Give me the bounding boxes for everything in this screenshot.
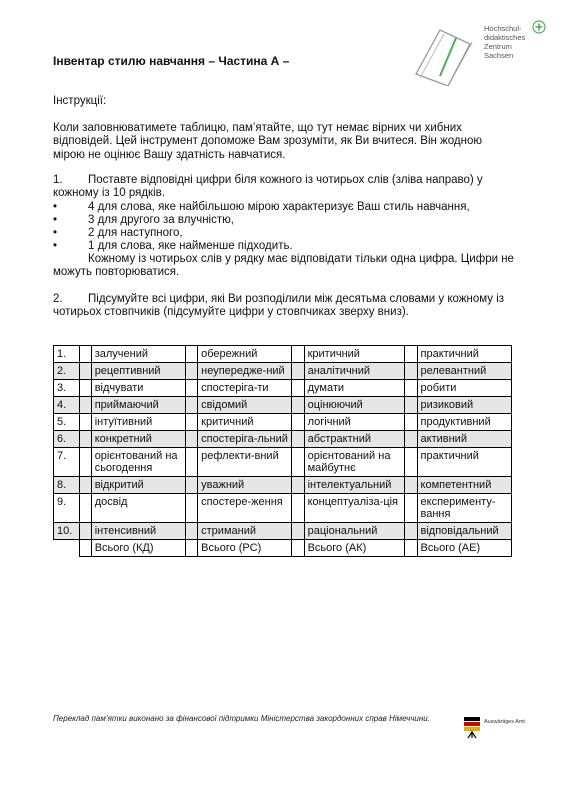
row-number: 4.	[54, 397, 80, 414]
score-cell[interactable]	[405, 363, 417, 380]
total-score-cell[interactable]	[79, 540, 91, 557]
bullet-item: • 2 для наступного,	[53, 227, 183, 239]
table-row	[54, 523, 512, 540]
score-cell[interactable]	[185, 414, 197, 431]
word-cell: відчувати	[91, 380, 185, 397]
score-cell[interactable]	[292, 494, 304, 523]
word-cell: практичний	[417, 448, 511, 477]
word-cell: оцінюючий	[304, 397, 405, 414]
score-cell[interactable]	[79, 414, 91, 431]
score-cell[interactable]	[79, 494, 91, 523]
score-cell[interactable]	[292, 477, 304, 494]
word-cell: аналітичний	[304, 363, 405, 380]
word-cell: компетентний	[417, 477, 511, 494]
footer-note: Переклад пам’ятки виконано за фінансової підтримки Міністерства закордонних справ Німеччини.	[53, 714, 430, 723]
table-row	[54, 477, 512, 494]
word-cell: раціональний	[304, 523, 405, 540]
step-2-text: Підсумуйте всі цифри, які Ви розподілили між десятьма словами у кожному із чотирьох стовпчиків (підсумуйте цифри у стовпчиках зверху вниз).	[53, 293, 505, 319]
word-cell: робити	[417, 380, 511, 397]
score-cell[interactable]	[79, 477, 91, 494]
word-cell: спостеріга-ти	[198, 380, 292, 397]
score-cell[interactable]	[185, 431, 197, 448]
word-cell: критичний	[198, 414, 292, 431]
row-number: 3.	[54, 380, 80, 397]
learning-style-table	[53, 345, 512, 557]
word-cell: практичний	[417, 346, 511, 363]
row-number: 5.	[54, 414, 80, 431]
score-cell[interactable]	[185, 448, 197, 477]
total-label: Всього (РС)	[198, 540, 292, 557]
score-cell[interactable]	[185, 494, 197, 523]
document-title: Інвентар стилю навчання – Частина А –	[53, 54, 290, 68]
word-cell: продуктивний	[417, 414, 511, 431]
score-cell[interactable]	[292, 397, 304, 414]
word-cell: конкретний	[91, 431, 185, 448]
total-score-cell[interactable]	[185, 540, 197, 557]
score-cell[interactable]	[185, 346, 197, 363]
word-cell: орієнтований на сьогодення	[91, 448, 185, 477]
word-cell: уважний	[198, 477, 292, 494]
ministry-logo-text: Auswärtiges Amt	[484, 719, 525, 725]
word-cell: думати	[304, 380, 405, 397]
step-1-number: 1.	[53, 174, 63, 186]
score-cell[interactable]	[292, 380, 304, 397]
row-number: 9.	[54, 494, 80, 523]
word-cell: відповідальний	[417, 523, 511, 540]
table-row	[54, 414, 512, 431]
notebook-icon	[412, 18, 482, 86]
score-cell[interactable]	[405, 380, 417, 397]
totals-row	[54, 540, 512, 557]
word-cell: логічний	[304, 414, 405, 431]
table-row	[54, 431, 512, 448]
total-score-cell[interactable]	[292, 540, 304, 557]
word-cell: релевантний	[417, 363, 511, 380]
score-cell[interactable]	[292, 414, 304, 431]
bullet-item: • 4 для слова, яке найбільшою мірою характеризує Ваш стиль навчання,	[53, 201, 470, 213]
row-number: 6.	[54, 431, 80, 448]
step-1-text: Поставте відповідні цифри біля кожного із чотирьох слів (зліва направо) у кожному із 10 рядків.	[53, 174, 483, 200]
word-cell: неупередже-ний	[198, 363, 292, 380]
row-number: 1.	[54, 346, 80, 363]
score-cell[interactable]	[79, 448, 91, 477]
word-cell: абстрактний	[304, 431, 405, 448]
score-cell[interactable]	[79, 523, 91, 540]
score-cell[interactable]	[405, 523, 417, 540]
word-cell: стриманий	[198, 523, 292, 540]
row-number: 8.	[54, 477, 80, 494]
word-cell: спостере-ження	[198, 494, 292, 523]
row-number: 7.	[54, 448, 80, 477]
word-cell: критичний	[304, 346, 405, 363]
word-cell: відкритий	[91, 477, 185, 494]
score-cell[interactable]	[292, 346, 304, 363]
word-cell: приймаючий	[91, 397, 185, 414]
bullet-item: • 3 для другого за влучністю,	[53, 214, 234, 226]
logo-text: Hochschul- didaktisches Zentrum Sachsen	[484, 24, 526, 60]
instructions-heading: Інструкції:	[53, 95, 107, 107]
word-cell: інтенсивний	[91, 523, 185, 540]
word-cell: залучений	[91, 346, 185, 363]
word-cell: інтуїтивний	[91, 414, 185, 431]
score-cell[interactable]	[185, 380, 197, 397]
score-cell[interactable]	[405, 431, 417, 448]
word-cell: активний	[417, 431, 511, 448]
score-cell[interactable]	[185, 477, 197, 494]
word-cell: досвід	[91, 494, 185, 523]
table-row	[54, 346, 512, 363]
table-row	[54, 380, 512, 397]
table-row	[54, 494, 512, 523]
plus-icon	[532, 20, 546, 34]
eagle-emblem-icon	[462, 717, 482, 739]
step-2	[53, 293, 515, 320]
score-cell[interactable]	[185, 523, 197, 540]
score-cell[interactable]	[292, 363, 304, 380]
total-score-cell[interactable]	[405, 540, 417, 557]
score-cell[interactable]	[405, 477, 417, 494]
score-cell[interactable]	[185, 397, 197, 414]
total-label: Всього (КД)	[91, 540, 185, 557]
total-label: Всього (АК)	[304, 540, 405, 557]
score-cell[interactable]	[79, 346, 91, 363]
word-cell: рефлекти-вний	[198, 448, 292, 477]
table-row	[54, 363, 512, 380]
step-2-number: 2.	[53, 293, 63, 305]
score-cell[interactable]	[405, 397, 417, 414]
step-1	[53, 174, 515, 201]
score-cell[interactable]	[292, 523, 304, 540]
hdz-logo	[412, 18, 552, 86]
word-cell: експерименту-вання	[417, 494, 511, 523]
table-row	[54, 397, 512, 414]
word-cell: орієнтований на майбутнє	[304, 448, 405, 477]
score-cell[interactable]	[79, 397, 91, 414]
step-1-note: Кожному із чотирьох слів у рядку має відповідати тільки одна цифра. Цифри не можуть повторюватися.	[53, 253, 514, 279]
word-cell: концептуаліза-ція	[304, 494, 405, 523]
row-number: 10.	[54, 523, 80, 540]
intro-paragraph: Коли заповнюватимете таблицю, пам’ятайте, що тут немає вірних чи хибних відповідей. Цей інструмент допоможе Вам зрозуміти, як Ви вчитеся. Він жодною мірою не оцінює Вашу здатність навчатися.	[53, 122, 482, 161]
word-cell: рецептивний	[91, 363, 185, 380]
blank-cell	[54, 540, 80, 557]
row-number: 2.	[54, 363, 80, 380]
word-cell: обережний	[198, 346, 292, 363]
score-cell[interactable]	[79, 431, 91, 448]
word-cell: свідомий	[198, 397, 292, 414]
word-cell: інтелектуальний	[304, 477, 405, 494]
table-row	[54, 448, 512, 477]
score-cell[interactable]	[405, 494, 417, 523]
total-label: Всього (АЕ)	[417, 540, 511, 557]
word-cell: спостеріга-льний	[198, 431, 292, 448]
score-cell[interactable]	[292, 448, 304, 477]
bullet-item: • 1 для слова, яке найменше підходить.	[53, 240, 293, 252]
word-cell: ризиковий	[417, 397, 511, 414]
score-cell[interactable]	[79, 380, 91, 397]
score-cell[interactable]	[405, 448, 417, 477]
score-cell[interactable]	[405, 346, 417, 363]
score-cell[interactable]	[405, 414, 417, 431]
score-cell[interactable]	[79, 363, 91, 380]
score-cell[interactable]	[292, 431, 304, 448]
score-cell[interactable]	[185, 363, 197, 380]
